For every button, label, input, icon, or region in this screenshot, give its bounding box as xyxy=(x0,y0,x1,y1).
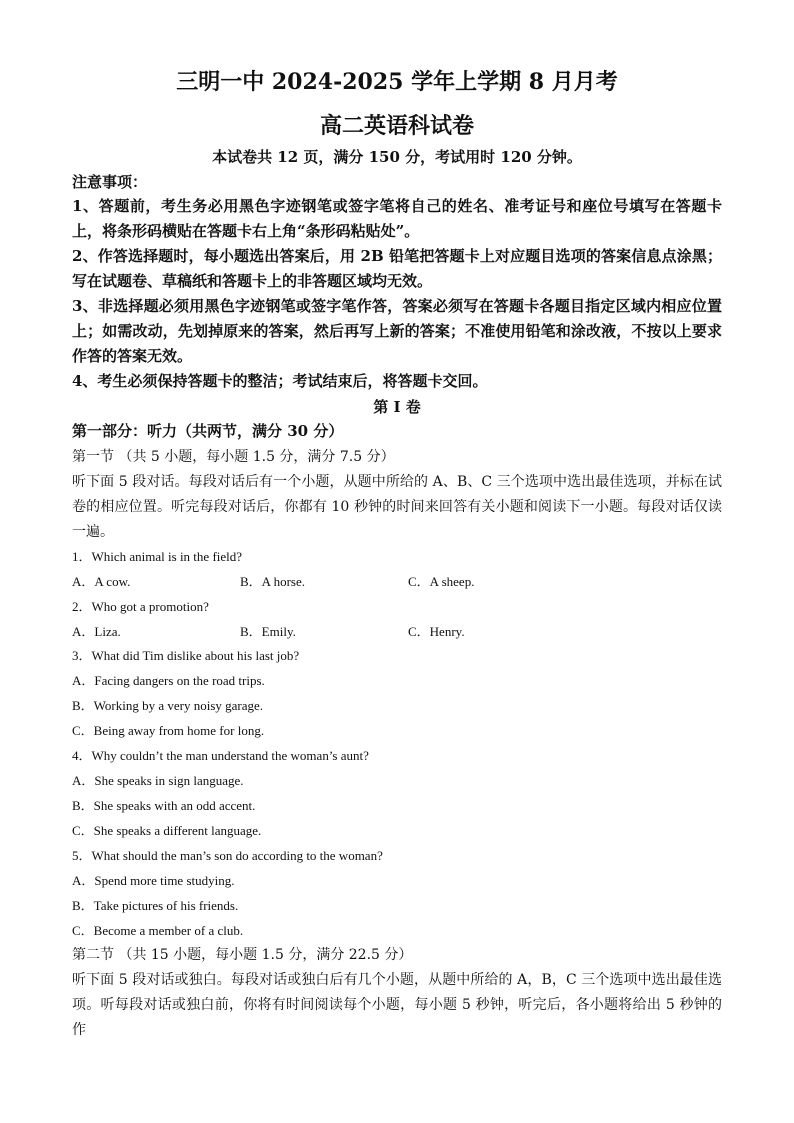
option-a: A．Facing dangers on the road trips. xyxy=(72,673,265,688)
option-a: A．A cow. xyxy=(72,574,131,589)
option-c: C．Henry. xyxy=(408,624,465,639)
notice-list xyxy=(72,194,722,394)
option-b: B．She speaks with an odd accent. xyxy=(72,798,256,813)
option-b: B．Working by a very noisy garage. xyxy=(72,698,264,713)
option-c: C．A sheep. xyxy=(408,574,475,589)
exam-info: 本试卷共 12 页，满分 150 分，考试用时 120 分钟。 xyxy=(212,148,582,166)
notice-heading: 注意事项： xyxy=(72,173,148,191)
part-heading: 第一部分：听力（共两节，满分 30 分） xyxy=(72,422,344,440)
question-stem: 2．Who got a promotion? xyxy=(72,599,209,614)
option-c: C．Become a member of a club. xyxy=(72,923,244,938)
volume-heading: 第 I 卷 xyxy=(373,398,421,416)
notice-item: 1、答题前，考生务必用黑色字迹钢笔或签字笔将自己的姓名、准考证号和座位号填写在答题卡上，将条形码横贴在答题卡右上角“条形码粘贴处”。 xyxy=(72,197,722,240)
section1-instruction: 听下面 5 段对话。每段对话后有一个小题，从题中所给的 A、B、C 三个选项中选出最佳选项，并标在试卷的相应位置。听完每段对话后，你都有 10 秒钟的时间来回答有关小题和阅读下一小题。每段对话仅读一遍。 xyxy=(72,474,722,540)
option-a: A．Liza. xyxy=(72,624,121,639)
question-stem: 5．What should the man’s son do according to the woman? xyxy=(72,848,383,863)
section2-instruction: 听下面 5 段对话或独白。每段对话或独白后有几个小题，从题中所给的 A，B，C 三个选项中选出最佳选项。听每段对话或独白前，你将有时间阅读每个小题，每小题 5 秒钟，听完后，各小题将给出 5 秒钟的作 xyxy=(72,972,722,1038)
section2-heading: 第二节 （共 15 小题，每小题 1.5 分，满分 22.5 分） xyxy=(72,947,413,963)
option-a: A．She speaks in sign language. xyxy=(72,773,244,788)
question-stem: 3．What did Tim dislike about his last job? xyxy=(72,648,300,663)
option-a: A．Spend more time studying. xyxy=(72,873,235,888)
exam-subject-title: 高二英语科试卷 xyxy=(319,113,474,139)
question-stem: 1．Which animal is in the field? xyxy=(72,549,243,564)
notice-item: 3、非选择题必须用黑色字迹钢笔或签字笔作答，答案必须写在答题卡各题目指定区域内相应位置上；如需改动，先划掉原来的答案，然后再写上新的答案；不准使用铅笔和涂改液，不按以上要求作答的答案无效。 xyxy=(72,297,722,365)
option-b: B．Take pictures of his friends. xyxy=(72,898,239,913)
question-stem: 4．Why couldn’t the man understand the woman’s aunt? xyxy=(72,748,369,763)
option-b: B．Emily. xyxy=(240,624,296,639)
option-c: C．Being away from home for long. xyxy=(72,723,265,738)
notice-item: 4、考生必须保持答题卡的整洁；考试结束后，将答题卡交回。 xyxy=(72,372,488,390)
option-b: B．A horse. xyxy=(240,574,306,589)
exam-title: 三明一中 2024-2025 学年上学期 8 月月考 xyxy=(176,69,618,95)
option-c: C．She speaks a different language. xyxy=(72,823,262,838)
notice-item: 2、作答选择题时，每小题选出答案后，用 2B 铅笔把答题卡上对应题目选项的答案信息点涂黑；写在试题卷、草稿纸和答题卡上的非答题区域均无效。 xyxy=(72,247,722,290)
section1-heading: 第一节 （共 5 小题，每小题 1.5 分，满分 7.5 分） xyxy=(72,449,395,465)
